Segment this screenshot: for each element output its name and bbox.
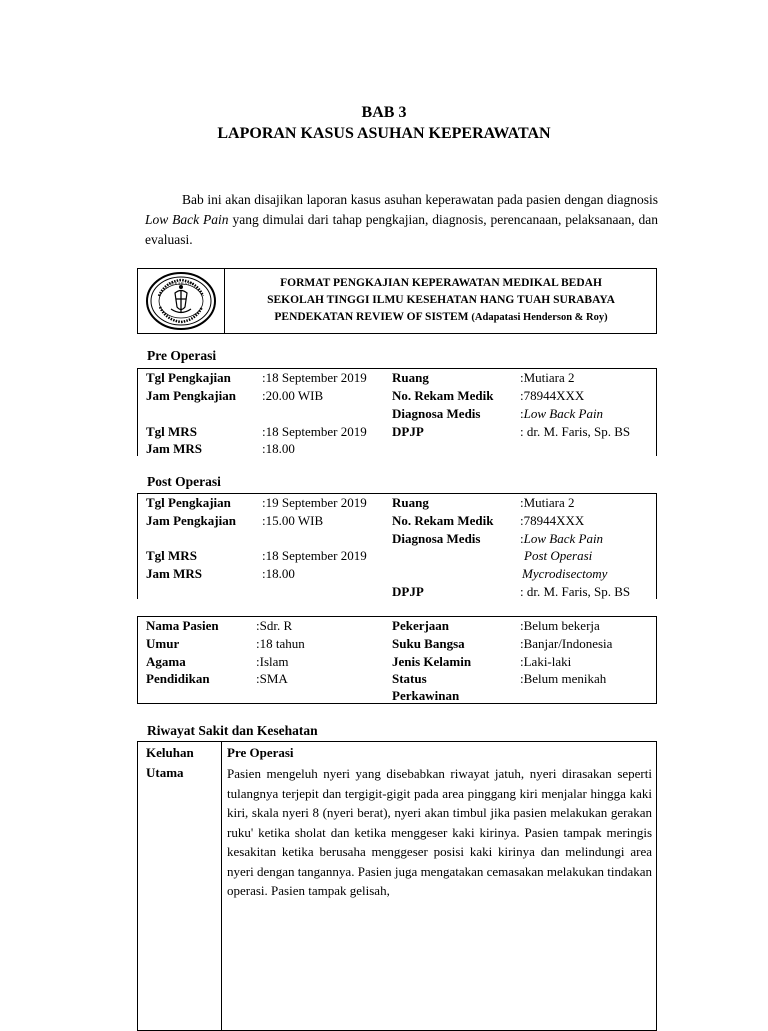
pre-rekam-value: :78944XXX [520,388,585,403]
logo-cell [138,269,225,333]
suku-value: :Banjar/Indonesia [520,636,613,651]
format-line-1: FORMAT PENGKAJIAN KEPERAWATAN MEDIKAL BEDAH [280,277,602,289]
post-dpjp-label: DPJP [392,584,424,599]
institution-seal-icon [138,269,224,333]
pre-tgl-mrs-value: :18 September 2019 [262,424,367,439]
pre-diagnosa-value [520,405,603,423]
pre-jam-pengkajian-label: Jam Pengkajian [146,388,236,403]
keluhan-utama-text: Pasien mengeluh nyeri yang disebabkan riwayat jatuh, nyeri dirasakan seperti tulangnya terjepit dan tergigit-gigit pada area pinggang kiri menjalar hingga kaki kiri, skala nyeri 8 (nyeri berat), nyeri akan timbul jika pasien melakukan gerakan ruku' ketika sholat dan ketika menggeser kaki kirinya. Pasien tampak meringis kesakitan ketika berusaha menggeser posisi kaki kirinya dan melindungi area nyeri dengan tangannya. Pasien juga mengatakan cemasakan melakukan tindakan operasi. Pasien tampak gelisah, [227,766,652,898]
format-line-2: SEKOLAH TINGGI ILMU KESEHATAN HANG TUAH SURABAYA [267,294,615,306]
post-diagnosa-colon: : [520,531,524,546]
utama-label: Utama [146,765,184,780]
post-tgl-pengkajian-value: :19 September 2019 [262,495,367,510]
identitas-table [137,616,657,704]
pre-ruang-value: :Mutiara 2 [520,370,575,385]
post-diagnosa-line2: Post Operasi [524,548,593,563]
pre-tgl-mrs-label: Tgl MRS [146,424,197,439]
pekerjaan-label: Pekerjaan [392,618,450,633]
suku-label: Suku Bangsa [392,636,465,651]
post-jam-pengkajian-label: Jam Pengkajian [146,513,236,528]
pre-diagnosa-text: Low Back Pain [523,406,604,421]
chapter-title: LAPORAN KASUS ASUHAN KEPERAWATAN [217,125,551,142]
intro-text-1: Bab ini akan disajikan laporan kasus asuhan keperawatan pada pasien dengan diagnosis [182,192,658,207]
pre-dpjp-label: DPJP [392,424,424,439]
pre-tgl-pengkajian-value: :18 September 2019 [262,370,367,385]
post-diagnosa-text: Low Back Pain [523,531,604,546]
riwayat-table [137,741,657,1031]
format-header-box [137,268,657,334]
nama-label: Nama Pasien [146,618,219,633]
pre-dpjp-value: : dr. M. Faris, Sp. BS [520,424,631,439]
status-label-2: Perkawinan [392,688,460,703]
intro-text-2: yang dimulai dari tahap pengkajian, diagnosis, perencanaan, pelaksanaan, dan evaluasi. [145,212,658,247]
pekerjaan-value: :Belum bekerja [520,618,600,633]
pre-operasi-heading: Pre Operasi [147,348,217,363]
pre-tgl-pengkajian-label: Tgl Pengkajian [146,370,231,385]
pre-jam-mrs-label: Jam MRS [146,441,202,456]
post-dpjp-value: : dr. M. Faris, Sp. BS [520,584,631,599]
umur-value: :18 tahun [256,636,305,651]
chapter-number: BAB 3 [361,104,407,121]
status-label: Status [392,671,427,686]
logo-caption: SURABAYA [168,281,194,286]
jenis-kelamin-label: Jenis Kelamin [392,654,472,669]
post-diagnosa-line3: Mycrodisectomy [522,566,608,581]
intro-paragraph [145,190,658,250]
post-jam-mrs-label: Jam MRS [146,566,202,581]
post-tgl-pengkajian-label: Tgl Pengkajian [146,495,231,510]
post-rekam-value: :78944XXX [520,513,585,528]
pre-diagnosa-label: Diagnosa Medis [392,406,481,421]
post-jam-mrs-value: :18.00 [262,566,295,581]
post-rekam-label: No. Rekam Medik [392,513,494,528]
intro-italic: Low Back Pain [145,212,229,227]
status-value: :Belum menikah [520,671,607,686]
pre-operasi-table [137,368,657,456]
format-line-3: PENDEKATAN REVIEW OF SISTEM [274,311,472,323]
format-line-3-note: (Adapatasi Henderson & Roy) [471,312,608,323]
agama-label: Agama [146,654,186,669]
pre-diagnosa-colon: : [520,406,524,421]
post-tgl-mrs-value: :18 September 2019 [262,548,367,563]
pre-ruang-label: Ruang [392,370,429,385]
agama-value: :Islam [256,654,289,669]
pendidikan-value: :SMA [256,671,288,686]
keluhan-label: Keluhan [146,745,194,760]
umur-label: Umur [146,636,180,651]
keluhan-cell [138,742,222,1030]
post-ruang-value: :Mutiara 2 [520,495,575,510]
post-operasi-heading: Post Operasi [147,474,221,489]
pre-jam-pengkajian-value: :20.00 WIB [262,388,324,403]
riwayat-pre-operasi-heading: Pre Operasi [227,745,294,760]
format-header-text [225,275,657,326]
post-diagnosa-label: Diagnosa Medis [392,531,481,546]
nama-value: :Sdr. R [256,618,293,633]
jenis-kelamin-value: :Laki-laki [520,654,572,669]
post-operasi-table [137,493,657,599]
pendidikan-label: Pendidikan [146,671,210,686]
post-tgl-mrs-label: Tgl MRS [146,548,197,563]
post-diagnosa-value [520,530,603,548]
riwayat-heading: Riwayat Sakit dan Kesehatan [147,723,318,738]
pre-rekam-label: No. Rekam Medik [392,388,494,403]
post-jam-pengkajian-value: :15.00 WIB [262,513,324,528]
post-ruang-label: Ruang [392,495,429,510]
pre-jam-mrs-value: :18.00 [262,441,295,456]
